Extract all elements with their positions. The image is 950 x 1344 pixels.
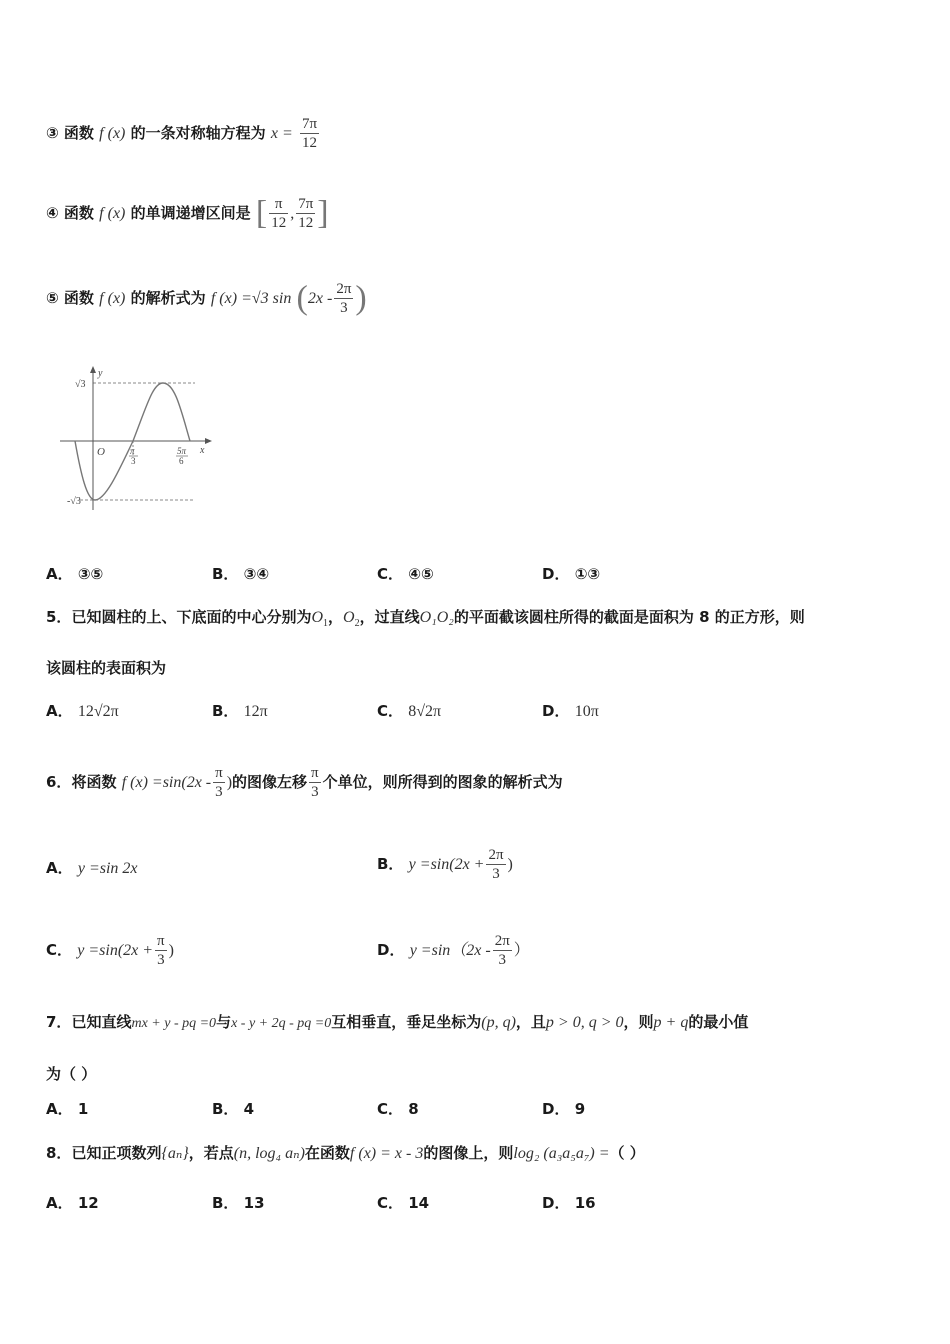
left-bracket: [ (255, 194, 268, 232)
statement-4-mid: 的单调递增区间是 (130, 204, 251, 222)
statement-3 (46, 115, 321, 152)
q6-stem: 6．将函数 f (x) =sin(2x - $\frac{\pi}{3}$ )的图像左移 $\frac{\pi}{3}$ 个单位，则所得到的图象的解析式为 (46, 765, 563, 800)
q7-stem: 7．已知直线mx + y - pq =0与x - y + 2q - pq =0互相垂直，垂足坐标为(p, q)，且p > 0, q > 0，则p + q的最小值 (46, 1013, 749, 1031)
q6-option-b[interactable]: B． y =sin(2x + $\frac{2\pi}{3}$ ) (377, 847, 513, 882)
x-label: x (200, 445, 205, 456)
q7-stem-line2: 为（ ） (46, 1065, 97, 1083)
q4-option-b[interactable]: B． ③④ (212, 565, 270, 583)
q8-option-d[interactable]: D． 16 (542, 1194, 596, 1212)
q5-number: 5． (46, 608, 72, 626)
statement-3-eq: x = (270, 125, 293, 142)
statement-5 (46, 280, 367, 317)
statement-5-inner: 2x - (307, 290, 333, 307)
q5-stem-line2: 该圆柱的表面积为 (46, 659, 167, 677)
statement-5-lhs: f (x) =√3 sin (210, 290, 292, 307)
q7-option-a[interactable]: A． 1 (46, 1100, 89, 1118)
line-o1o2: O₁O₂ (419, 609, 454, 626)
o1-symbol: $O_1$ (311, 609, 329, 629)
statement-3-mid: 的一条对称轴方程为 (130, 124, 266, 142)
statement-5-mid: 的解析式为 (130, 289, 206, 307)
q4-option-a[interactable]: A． ③⑤ (46, 565, 104, 583)
statement-5-fraction: $\frac{2\pi}{3}$ (336, 281, 352, 316)
q4-option-c[interactable]: C． ④⑤ (377, 565, 434, 583)
statement-3-fx: f (x) (99, 125, 126, 142)
q6-option-c[interactable]: C． y =sin(2x + $\frac{\pi}{3}$ ) (46, 933, 174, 968)
y-top-label: √3 (75, 379, 86, 390)
q8-stem: 8．已知正项数列{aₙ}，若点(n, log₄ aₙ)在函数f (x) = x - 3的图像上，则log₂ (a₃a₅a₇) =（ ） (46, 1144, 645, 1162)
statement-3-prefix: ③ 函数 (46, 124, 94, 142)
o2-symbol: $O_2$ (343, 609, 360, 629)
x-tick2-num: 5π (177, 446, 187, 456)
interval-end-fraction: $\frac{7\pi}{12}$ (298, 196, 314, 231)
y-bottom-label: -√3 (67, 496, 81, 507)
q5-stem: 5．已知圆柱的上、下底面的中心分别为$O_1$，$O_2$，过直线O₁O₂的平面截该圆柱所得的截面是面积为 8 的正方形，则 (46, 608, 805, 629)
y-axis-arrow (90, 366, 96, 373)
x-tick1-den: 3 (131, 456, 136, 466)
left-paren: ( (296, 279, 308, 317)
interval-start-fraction: $\frac{\pi}{12}$ (271, 196, 287, 231)
statement-3-fraction: $\frac{7\pi}{12}$ (302, 116, 318, 151)
q5-option-c[interactable]: C． 8√2π (377, 702, 442, 720)
q6-option-a[interactable]: A． y =sin 2x (46, 859, 138, 877)
q8-option-c[interactable]: C． 14 (377, 1194, 430, 1212)
q5-option-b[interactable]: B． 12π (212, 702, 268, 720)
statement-4-fx: f (x) (99, 205, 126, 222)
q8-option-b[interactable]: B． 13 (212, 1194, 265, 1212)
x-axis-arrow (205, 438, 212, 444)
statement-4-prefix: ④ 函数 (46, 204, 94, 222)
q7-option-d[interactable]: D． 9 (542, 1100, 586, 1118)
q5-option-d[interactable]: D． 10π (542, 702, 599, 720)
sine-graph (55, 365, 225, 515)
origin-label: O (97, 446, 105, 458)
q4-option-d[interactable]: D． ①③ (542, 565, 601, 583)
q7-option-c[interactable]: C． 8 (377, 1100, 419, 1118)
statement-4: ④ 函数 f (x) 的单调递增区间是 [ $\frac{\pi}{12}$ , $\frac{7\pi}{12}$ ] (46, 194, 329, 232)
q6-option-d[interactable]: D． y =sin（2x - $\frac{2\pi}{3}$ ） (377, 933, 530, 968)
statement-5-prefix: ⑤ 函数 (46, 289, 94, 307)
statement-5-fx: f (x) (99, 290, 126, 307)
y-label: y (98, 368, 103, 379)
right-paren: ) (355, 279, 367, 317)
right-bracket: ] (317, 194, 329, 232)
x-tick1-num: π (130, 446, 135, 456)
q7-option-b[interactable]: B． 4 (212, 1100, 255, 1118)
x-tick2-den: 6 (179, 456, 184, 466)
q5-option-a[interactable]: A． 12√2π (46, 702, 119, 720)
q8-option-a[interactable]: A． 12 (46, 1194, 99, 1212)
